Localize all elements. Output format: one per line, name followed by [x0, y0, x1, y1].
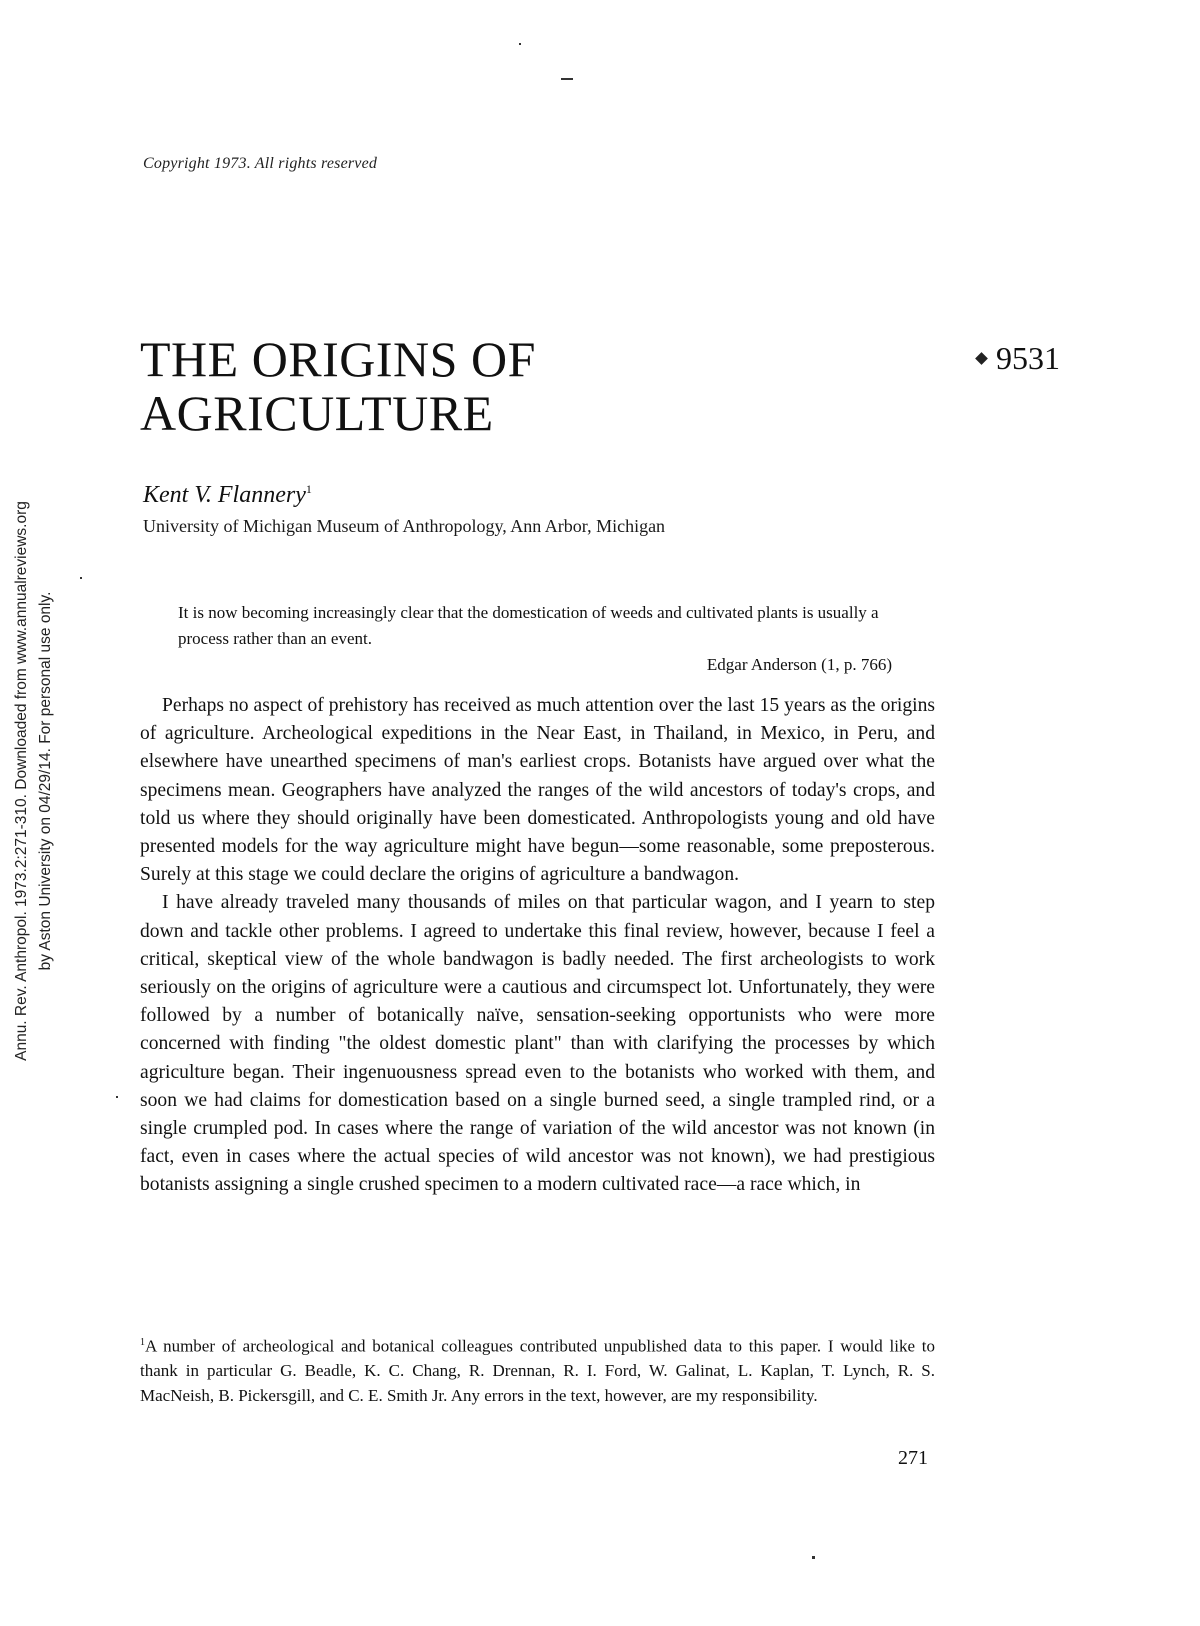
- body-paragraph: I have already traveled many thousands of miles on that particular wagon, and I yearn to step down and tackle other problems. I agreed to undertake this final review, however, because I feel a critical, skeptical view of the whole bandwagon is badly needed. The first archeologists to work seriously on the origins of agriculture were a cautious and circumspect lot. Unfortunately, they were followed by a number of botanically naïve, sensation-seeking opportunists who were more concerned with finding "the oldest domestic plant" than with clarifying the processes by which agriculture began. Their ingenuousness spread even to the botanists who worked with them, and soon we had claims for domestication based on a single burned seed, a single trampled rind, or a single crumpled pod. In cases where the range of variation of the wild ancestor was not known (in fact, even in cases where the actual species of wild ancestor was not known), we had prestigious botanists assigning a single crushed specimen to a modern cultivated race—a race which, in: [140, 892, 935, 1196]
- footnote-text: A number of archeological and botanical colleagues contributed unpublished data to this paper. I would like to thank in particular G. Beadle, K. C. Chang, R. Drennan, R. I. Ford, W. Galinat, L. Kaplan, T. Lynch, R. S. MacNeish, B. Pickersgill, and C. E. Smith Jr. Any errors in the text, however, are my responsibility.: [140, 1336, 935, 1406]
- body-text: [140, 692, 935, 1200]
- epigraph-source: Edgar Anderson (1, p. 766): [706, 655, 892, 674]
- copyright-notice: Copyright 1973. All rights reserved: [143, 155, 378, 172]
- diamond-icon: [976, 353, 988, 365]
- epigraph-text: It is now becoming increasingly clear that the domestication of weeds and cultivated plants is usually a process rather than an event.: [178, 603, 879, 648]
- author-name: [143, 482, 312, 509]
- author-footnote-mark: 1: [305, 482, 312, 496]
- download-watermark: [0, 0, 60, 1626]
- scan-speck: [561, 78, 573, 80]
- author-affiliation: University of Michigan Museum of Anthropology, Ann Arbor, Michigan: [143, 516, 666, 536]
- scan-speck: [80, 577, 82, 579]
- footnote-mark: 1: [140, 1337, 145, 1348]
- watermark-line-2: by Aston University on 04/29/14. For personal use only.: [37, 591, 54, 971]
- body-paragraph: Perhaps no aspect of prehistory has received as much attention over the last 15 years as the origins of agriculture. Archeological expeditions in the Near East, in Thailand, in Mexico, in Peru, and elsewhere have unearthed specimens of man's earliest crops. Botanists have argued over what the specimens mean. Geographers have analyzed the ranges of the wild ancestors of today's crops, and told us where they should originally have been domesticated. Anthropologists young and old have presented models for the way agriculture might have begun—some reasonable, some preposterous. Surely at this stage we could declare the origins of agriculture a bandwagon.: [140, 695, 935, 886]
- scan-speck: [812, 1556, 815, 1559]
- scan-speck: [116, 1096, 118, 1098]
- footnote: [140, 1331, 935, 1409]
- author-name-text: Kent V. Flannery: [143, 482, 306, 508]
- article-title: THE ORIGINS OF AGRICULTURE: [140, 331, 536, 441]
- page-number: 271: [898, 1447, 928, 1469]
- article-id-number: 9531: [996, 340, 1060, 376]
- epigraph: [178, 600, 892, 678]
- article-id: [976, 340, 1060, 377]
- scan-speck: [519, 43, 521, 45]
- watermark-line-1: Annu. Rev. Anthropol. 1973.2:271-310. Downloaded from www.annualreviews.org: [13, 501, 30, 1061]
